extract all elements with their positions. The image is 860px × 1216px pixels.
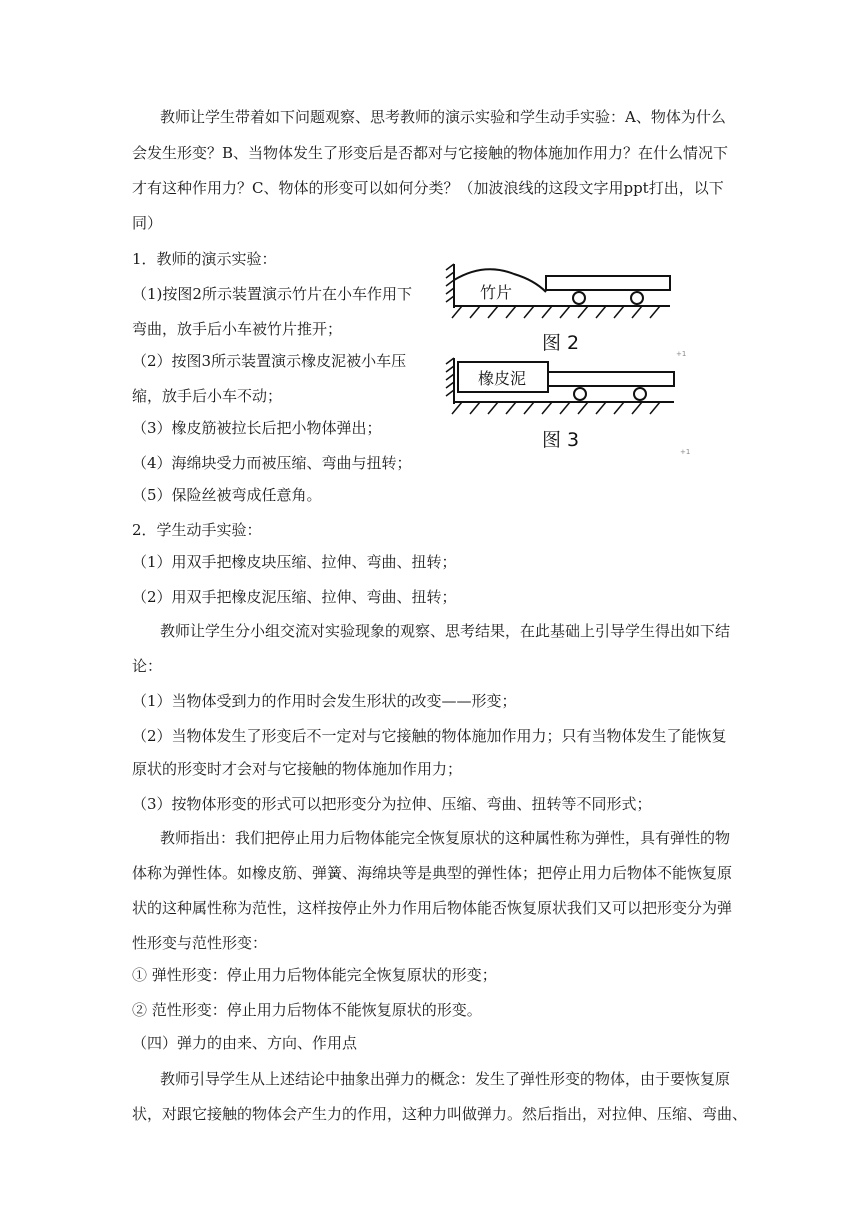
conclusion-2-line-1: （2）当物体发生了形变后不一定对与它接触的物体施加作用力；只有当物体发生了能恢复 bbox=[132, 727, 727, 745]
definition-plastic: ② 范性形变：停止用力后物体不能恢复原状的形变。 bbox=[132, 1001, 482, 1019]
fig2-wall-hatch bbox=[446, 264, 454, 302]
fig-mark-1: +1 bbox=[676, 350, 687, 358]
fig3-wall-hatch bbox=[446, 358, 454, 396]
fig3-wheel-left bbox=[574, 388, 586, 400]
fig-mark-2: +1 bbox=[680, 448, 690, 456]
section-4-heading: （四）弹力的由来、方向、作用点 bbox=[132, 1034, 358, 1052]
fig3-caption: 图 3 bbox=[542, 429, 580, 451]
intro-line-4: 同） bbox=[132, 214, 163, 232]
discussion-line-2: 论： bbox=[132, 657, 163, 675]
definition-elastic: ① 弹性形变：停止用力后物体能完全恢复原状的形变； bbox=[132, 966, 497, 984]
discussion-line-1: 教师让学生分小组交流对实验现象的观察、思考结果，在此基础上引导学生得出如下结 bbox=[160, 622, 731, 640]
teacher-points-line-2: 体称为弹性体。如橡皮筋、弹簧、海绵块等是典型的弹性体；把停止用力后物体不能恢复原 bbox=[132, 864, 733, 882]
demo-item-3: （3）橡皮筋被拉长后把小物体弹出； bbox=[132, 419, 382, 437]
fig3-ground-hatch bbox=[452, 402, 660, 414]
fig2-wheel-right bbox=[631, 292, 643, 304]
teacher-points-line-4: 性形变与范性形变： bbox=[132, 934, 268, 952]
fig2-ground-hatch bbox=[452, 306, 660, 318]
teacher-points-line-1: 教师指出：我们把停止用力后物体能完全恢复原状的这种属性称为弹性，具有弹性的物 bbox=[160, 829, 731, 847]
demo-item-2-line-1: （2）按图3所示装置演示橡皮泥被小车压 bbox=[132, 352, 407, 370]
intro-line-3: 才有这种作用力？C、物体的形变可以如何分类？（加波浪线的这段文字用ppt打出，以下 bbox=[132, 179, 724, 197]
experiment-figure bbox=[444, 256, 690, 456]
demo-item-1-line-1: （1)按图2所示装置演示竹片在小车作用下 bbox=[132, 285, 412, 303]
student-exp-item-1: （1）用双手把橡皮块压缩、拉伸、弯曲、扭转； bbox=[132, 553, 457, 571]
fig3-label: 橡皮泥 bbox=[478, 369, 527, 388]
demo-item-4: （4）海绵块受力而被压缩、弯曲与扭转； bbox=[132, 454, 412, 472]
fig2-label: 竹片 bbox=[480, 283, 513, 302]
student-exp-item-2: （2）用双手把橡皮泥压缩、拉伸、弯曲、扭转； bbox=[132, 588, 457, 606]
section-4-line-1: 教师引导学生从上述结论中抽象出弹力的概念：发生了弹性形变的物体，由于要恢复原 bbox=[160, 1070, 731, 1088]
intro-line-2: 会发生形变？B、当物体发生了形变后是否都对与它接触的物体施加作用力？在什么情况下 bbox=[132, 144, 729, 162]
intro-line-1: 教师让学生带着如下问题观察、思考教师的演示实验和学生动手实验：A、物体为什么 bbox=[160, 108, 726, 126]
fig2-caption: 图 2 bbox=[542, 332, 580, 354]
fig2-cart-body bbox=[546, 276, 670, 290]
section-4-line-2: 状，对跟它接触的物体会产生力的作用，这种力叫做弹力。然后指出，对拉伸、压缩、弯曲、 bbox=[132, 1105, 748, 1123]
demo-item-2-line-2: 缩，放手后小车不动； bbox=[132, 387, 283, 405]
conclusion-2-line-2: 原状的形变时才会对与它接触的物体施加作用力； bbox=[132, 760, 463, 778]
student-exp-heading: 2．学生动手实验： bbox=[132, 521, 262, 539]
demo-item-5: （5）保险丝被弯成任意角。 bbox=[132, 486, 322, 504]
teacher-demo-heading: 1．教师的演示实验： bbox=[132, 250, 277, 268]
conclusion-1: （1）当物体受到力的作用时会发生形状的改变——形变； bbox=[132, 692, 517, 710]
fig3-wheel-right bbox=[634, 388, 646, 400]
demo-item-1-line-2: 弯曲，放手后小车被竹片推开； bbox=[132, 320, 343, 338]
fig2-wheel-left bbox=[573, 292, 585, 304]
conclusion-3: （3）按物体形变的形式可以把形变分为拉伸、压缩、弯曲、扭转等不同形式； bbox=[132, 795, 652, 813]
teacher-points-line-3: 状的这种属性称为范性，这样按停止外力作用后物体能否恢复原状我们又可以把形变分为弹 bbox=[132, 899, 733, 917]
experiment-diagram bbox=[444, 256, 690, 456]
fig3-cart-body bbox=[548, 372, 674, 386]
